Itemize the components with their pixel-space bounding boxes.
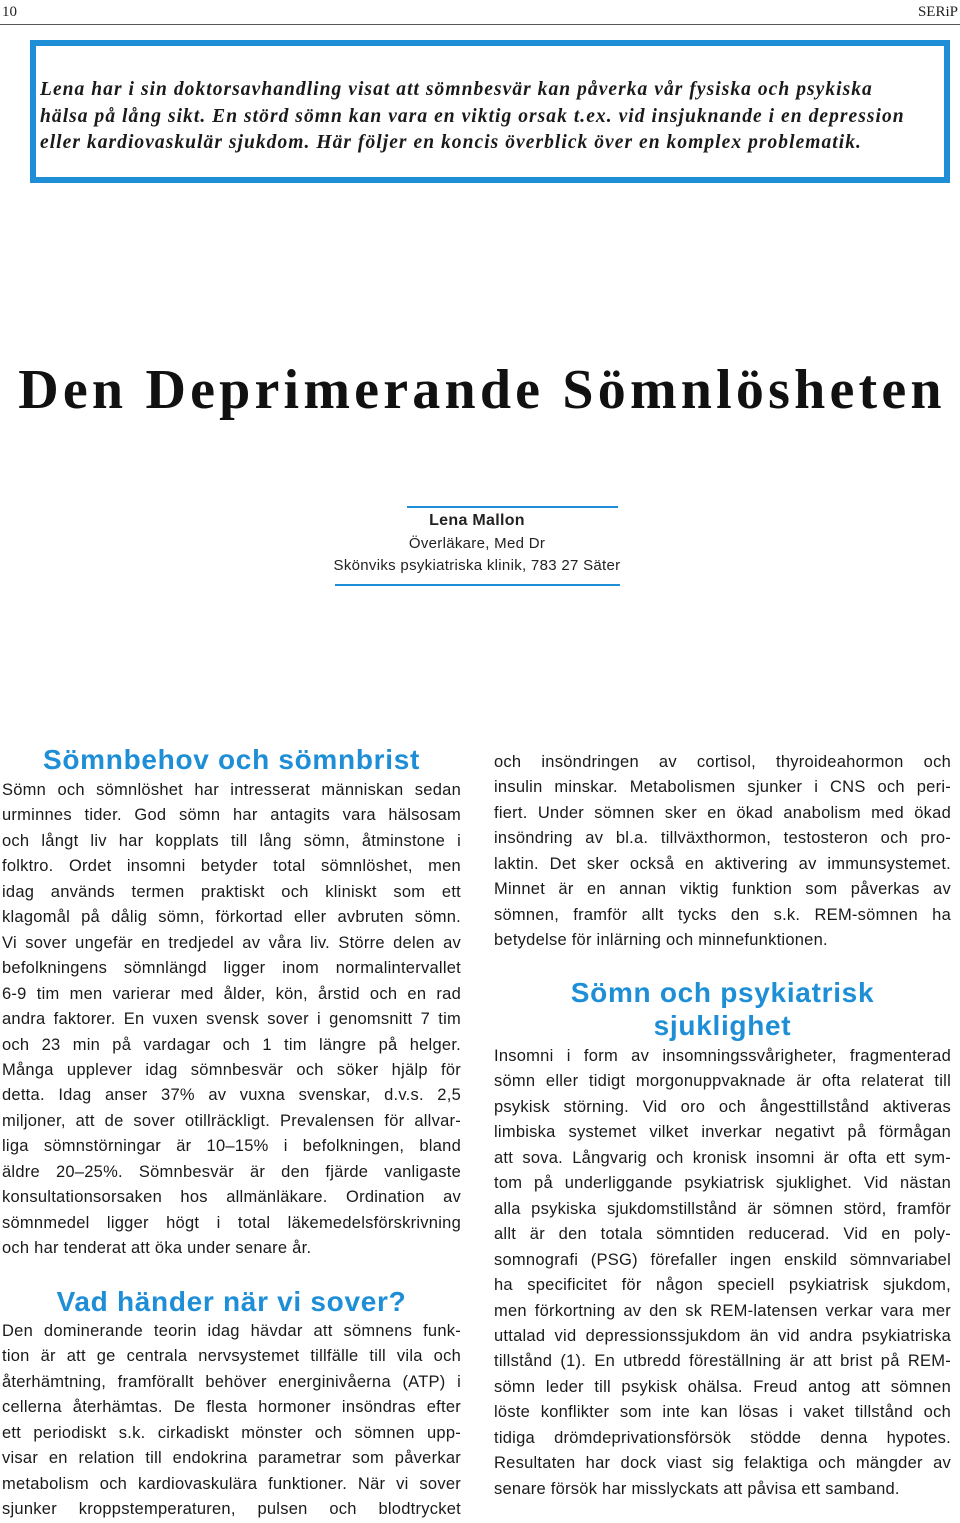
- body-line: sömn eller tidigt morgonuppvaknade är ofta relaterat till: [494, 1072, 951, 1091]
- body-line: Insomni i form av insomningssvårigheter, fragmenterad: [494, 1047, 951, 1065]
- body-line: tillstånd (1). En utbredd föreställning är att brist på REM-: [494, 1352, 951, 1371]
- intro-text: [40, 77, 940, 157]
- section-heading-somn-psykiatrisk: [494, 976, 951, 1042]
- body-line: Vi sover ungefär en tredjedel av våra liv. Större delen av: [2, 933, 461, 952]
- article-title: Den Deprimerande Sömnlösheten: [18, 359, 946, 421]
- body-line: urminnes tider. God sömn har antagits vara hälsosam: [2, 806, 461, 825]
- body-line: sömnen, framför allt tycks den s.k. REM-sömnen ha: [494, 905, 951, 924]
- author-position: Överläkare, Med Dr: [408, 534, 546, 552]
- body-line: somnografi (PSG) förefaller ingen enskild sömnvariabel: [494, 1250, 951, 1269]
- intro-line: Lena har i sin doktorsavhandling visat att sömnbesvär kan påverka vår fysiska och psykiska: [40, 79, 873, 100]
- body-line: betydelse för inlärning och minnefunktionen.: [494, 931, 828, 950]
- body-line: äldre 20–25%. Sömnbesvär är den fjärde vanligaste: [2, 1162, 461, 1181]
- body-line: sömn leder till psykisk ohälsa. Freud antog att sömnen: [494, 1377, 951, 1396]
- page-number: 10: [2, 4, 17, 20]
- body-line: senare försök har misslyckats att påvisa ett samband.: [494, 1479, 900, 1498]
- body-line: andra faktorer. En vuxen svensk sover i genomsnitt 7 tim: [2, 1010, 461, 1029]
- body-line: folktro. Ordet insomni betyder total sömnlöshet, men: [2, 857, 461, 876]
- heading-line: Sömn och psykiatrisk: [570, 977, 875, 1008]
- section-body-somn-psykiatrisk: [494, 1044, 951, 1502]
- journal-name: SERiP: [917, 4, 958, 20]
- body-line: cellerna återhämtas. De flesta hormoner insöndras efter: [2, 1398, 461, 1417]
- body-line: allt är den totala sömntiden reducerad. Vid en poly-: [494, 1225, 951, 1244]
- intro-line: eller kardiovaskulär sjukdom. Här följer en koncis överblick över en komplex problematik.: [40, 132, 862, 153]
- body-line: Resultaten har dock viast sig felaktiga och mängder av: [494, 1454, 951, 1473]
- body-line: insöndring av bl.a. tillväxthormon, testosteron och pro-: [494, 829, 951, 848]
- body-line: löste konflikter som inte kan lösas i vaket tillstånd och: [494, 1403, 951, 1422]
- body-line: men förkortning av den sk REM-latensen verkar vara mer: [494, 1301, 951, 1320]
- author-affiliation: Skönviks psykiatriska klinik, 783 27 Säter: [333, 557, 621, 574]
- body-line: metabolism och kardiovaskulära funktioner. När vi sover: [2, 1474, 461, 1493]
- body-line: att sova. Långvarig och kronisk insomni är ofta ett sym-: [494, 1148, 951, 1167]
- body-line: och insöndringen av cortisol, thyroideahormon och: [494, 753, 951, 771]
- body-line: befolkningens sömnlängd ligger inom normalintervallet: [2, 959, 461, 978]
- body-line: tidiga drömdeprivationsförsök stödde denna hypotes.: [494, 1428, 951, 1447]
- body-line: Sömn och sömnlöshet har intresserat människan sedan: [2, 781, 461, 799]
- body-line: insulin minskar. Metabolismen sjunker i CNS och peri-: [494, 778, 951, 797]
- author-rule-bottom: [335, 584, 620, 586]
- body-line: klagomål på dålig sömn, förkortad eller avbruten sömn.: [2, 908, 461, 927]
- body-line: Minnet är en annan viktig funktion som påverkas av: [494, 880, 951, 899]
- body-line: idag används termen praktiskt och kliniskt som ett: [2, 882, 461, 901]
- body-line: liga sömnstörningar är 10–15% i befolkningen, bland: [2, 1137, 461, 1156]
- body-line: 6-9 tim men varierar med ålder, kön, årstid och en rad: [2, 984, 461, 1003]
- author-block: [327, 510, 627, 578]
- body-line: visar en relation till endokrina parametrar som påverkar: [2, 1449, 461, 1468]
- body-line: uttalad vid depressionssjukdom än vid andra psykiatriska: [494, 1326, 951, 1345]
- body-line: tion är att ge centrala nervsystemet tillfälle till vila och: [2, 1347, 461, 1366]
- section-body-vad-hander-continued: [494, 750, 951, 954]
- body-line: sjunker kroppstemperaturen, pulsen och blodtrycket: [2, 1500, 461, 1519]
- header-rule: [0, 24, 960, 25]
- body-line: konsultationsorsaken hos allmänläkare. Ordination av: [2, 1188, 461, 1207]
- body-line: Den dominerande teorin idag hävdar att sömnens funk-: [2, 1322, 461, 1340]
- body-line: ha specificitet för någon speciell psykiatrisk sjukdom,: [494, 1276, 951, 1295]
- body-line: fiert. Under sömnen sker en ökad anabolism med ökad: [494, 803, 951, 822]
- heading-line: sjuklighet: [653, 1010, 792, 1041]
- body-line: återhämtning, framförallt behöver energinivåerna (ATP) i: [2, 1372, 461, 1391]
- body-line: tom på underliggande psykiatrisk sjuklighet. Vid nästan: [494, 1174, 951, 1193]
- body-line: och långt liv har kopplats till lång sömn, åtminstone i: [2, 831, 461, 850]
- section-body-somnbehov: [2, 778, 461, 1262]
- author-rule-top: [407, 506, 618, 508]
- author-name: Lena Mallon: [429, 512, 525, 529]
- body-line: Många upplever idag sömnbesvär och söker hjälp för: [2, 1060, 461, 1079]
- body-line: limbiska systemet vilket inverkar negativt på förmågan: [494, 1123, 951, 1142]
- body-line: detta. Idag anser 37% av vuxna svenskar, d.v.s. 2,5: [2, 1086, 461, 1105]
- body-line: miljoner, att de sover otillräckligt. Prevalensen för allvar-: [2, 1111, 461, 1130]
- body-line: sömnmedel ligger högt i total läkemedelsförskrivning: [2, 1213, 461, 1232]
- section-heading-somnbehov: Sömnbehov och sömnbrist: [42, 744, 421, 775]
- section-body-vad-hander: [2, 1319, 461, 1523]
- body-line: psykisk störning. Vid oro och ångesttillstånd aktiveras: [494, 1097, 951, 1116]
- body-line: alla psykiska sjukdomstillstånd är sömnen störd, framför: [494, 1199, 951, 1218]
- body-line: laktin. Det sker också en aktivering av immunsystemet.: [494, 854, 951, 873]
- section-heading-vad-hander: Vad händer när vi sover?: [56, 1286, 407, 1317]
- body-line: ett periodiskt s.k. cirkadiskt mönster och sömnen upp-: [2, 1423, 461, 1442]
- body-line: och 23 min på vardagar och 1 tim längre på helger.: [2, 1035, 461, 1054]
- body-line: och har tenderat att öka under senare år.: [2, 1239, 312, 1258]
- intro-line: hälsa på lång sikt. En störd sömn kan vara en viktig orsak t.ex. vid insjuknande i en depression: [40, 105, 905, 127]
